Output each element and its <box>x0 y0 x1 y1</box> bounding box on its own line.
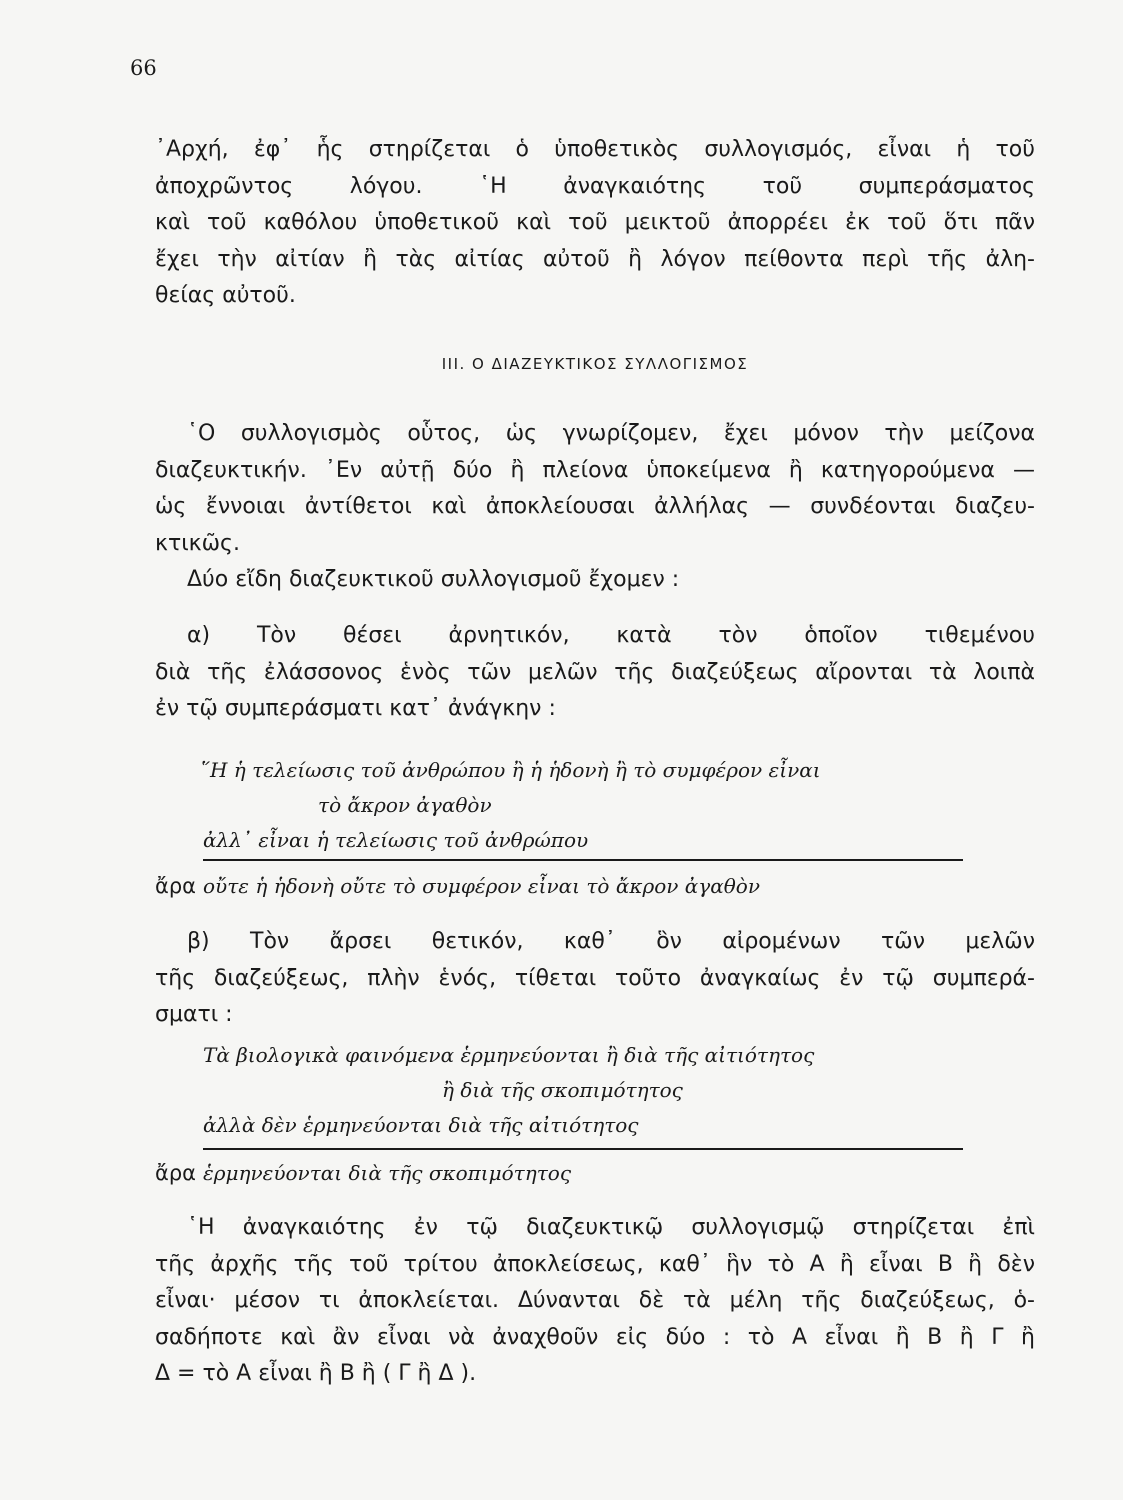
text-line: ὡς ἔννοιαι ἀντίθετοι καὶ ἀποκλείουσαι ἀλλήλας — συνδέονται διαζευ- <box>155 494 1035 519</box>
text-line: σματι : <box>155 1002 233 1027</box>
text-line: καὶ τοῦ καθόλου ὑποθετικοῦ καὶ τοῦ μεικτοῦ ἀπορρέει ἐκ τοῦ ὅτι πᾶν <box>155 210 1035 235</box>
major-premise-line1: Τὰ βιολογικὰ φαινόμενα ἑρμηνεύονται ἢ διὰ τῆς αἰτιότητος <box>203 1043 815 1067</box>
text-line: Δ = τὸ Α εἶναι ἢ Β ἢ ( Γ ἢ Δ ). <box>155 1361 477 1386</box>
text-line: α) Τὸν θέσει ἀρνητικόν, κατὰ τὸν ὁποῖον τιθεμένου <box>187 623 1035 648</box>
syllogism-rule <box>203 1148 963 1150</box>
conclusion-marker: ἄρα <box>155 874 197 898</box>
syllogism-rule <box>203 859 963 861</box>
major-premise-line1: ῞Η ἡ τελείωσις τοῦ ἀνθρώπου ἢ ἡ ἡδονὴ ἢ τὸ συμφέρον εἶναι <box>200 758 821 782</box>
text-line: ἔχει τὴν αἰτίαν ἢ τὰς αἰτίας αὐτοῦ ἢ λόγον πείθοντα περὶ τῆς ἀλη- <box>155 246 1035 272</box>
paragraph-type-b <box>155 924 1035 1034</box>
paragraph-intro <box>155 416 1035 599</box>
text-line: τῆς ἀρχῆς τῆς τοῦ τρίτου ἀποκλείσεως, καθ᾿ ἣν τὸ Α ἢ εἶναι Β ἢ δὲν <box>155 1251 1035 1277</box>
conclusion: ἑρμηνεύονται διὰ τῆς σκοπιμότητος <box>203 1161 572 1185</box>
section-heading: III. Ο ΔΙΑΖΕΥΚΤΙΚΟΣ ΣΥΛΛΟΓΙΣΜΟΣ <box>441 355 749 373</box>
minor-premise: ἀλλὰ δὲν ἑρμηνεύονται διὰ τῆς αἰτιότητος <box>203 1113 639 1137</box>
text-line: τῆς διαζεύξεως, πλὴν ἑνός, τίθεται τοῦτο ἀναγκαίως ἐν τῷ συμπερά- <box>155 965 1035 991</box>
conclusion: οὔτε ἡ ἡδονὴ οὔτε τὸ συμφέρον εἶναι τὸ ἄκρον ἀγαθὸν <box>203 874 760 898</box>
paragraph-principle <box>155 132 1035 315</box>
conclusion-marker: ἄρα <box>155 1161 197 1185</box>
text-line: εἶναι· μέσον τι ἀποκλείεται. Δύνανται δὲ τὰ μέλη τῆς διαζεύξεως, ὁ- <box>155 1288 1035 1313</box>
text-line: Δύο εἴδη διαζευκτικοῦ συλλογισμοῦ ἔχομεν : <box>187 567 680 592</box>
paragraph-type-a <box>155 618 1035 728</box>
text-line: διὰ τῆς ἐλάσσονος ἑνὸς τῶν μελῶν τῆς διαζεύξεως αἴρονται τὰ λοιπὰ <box>155 659 1035 685</box>
minor-premise: ἀλλ᾿ εἶναι ἡ τελείωσις τοῦ ἀνθρώπου <box>203 828 589 852</box>
major-premise-line2: τὸ ἄκρον ἀγαθὸν <box>318 793 492 817</box>
page-number: 66 <box>130 56 157 80</box>
text-line: σαδήποτε καὶ ἂν εἶναι νὰ ἀναχθοῦν εἰς δύο : τὸ Α εἶναι ἢ Β ἢ Γ ἢ <box>155 1324 1035 1350</box>
text-line: ῾Ο συλλογισμὸς οὗτος, ὡς γνωρίζομεν, ἔχει μόνον τὴν μείζονα <box>187 421 1035 446</box>
text-line: κτικῶς. <box>155 530 240 556</box>
text-line: ἀποχρῶντος λόγου. ῾Η ἀναγκαιότης τοῦ συμπεράσματος <box>155 173 1035 199</box>
paragraph-necessity <box>155 1210 1035 1393</box>
text-line: διαζευκτικήν. ᾿Εν αὐτῇ δύο ἢ πλείονα ὑποκείμενα ἢ κατηγορούμενα — <box>155 457 1035 483</box>
major-premise-line2: ἢ διὰ τῆς σκοπιμότητος <box>442 1078 683 1102</box>
text-line: θείας αὐτοῦ. <box>155 283 296 308</box>
text-line: ῾Η ἀναγκαιότης ἐν τῷ διαζευκτικῷ συλλογισμῷ στηρίζεται ἐπὶ <box>187 1215 1035 1240</box>
text-line: ᾿Αρχή, ἐφ᾿ ἧς στηρίζεται ὁ ὑποθετικὸς συλλογισμός, εἶναι ἡ τοῦ <box>155 137 1035 162</box>
text-line: ἐν τῷ συμπεράσματι κατ᾿ ἀνάγκην : <box>155 696 556 721</box>
text-line: β) Τὸν ἄρσει θετικόν, καθ᾿ ὃν αἰρομένων τῶν μελῶν <box>187 929 1035 954</box>
